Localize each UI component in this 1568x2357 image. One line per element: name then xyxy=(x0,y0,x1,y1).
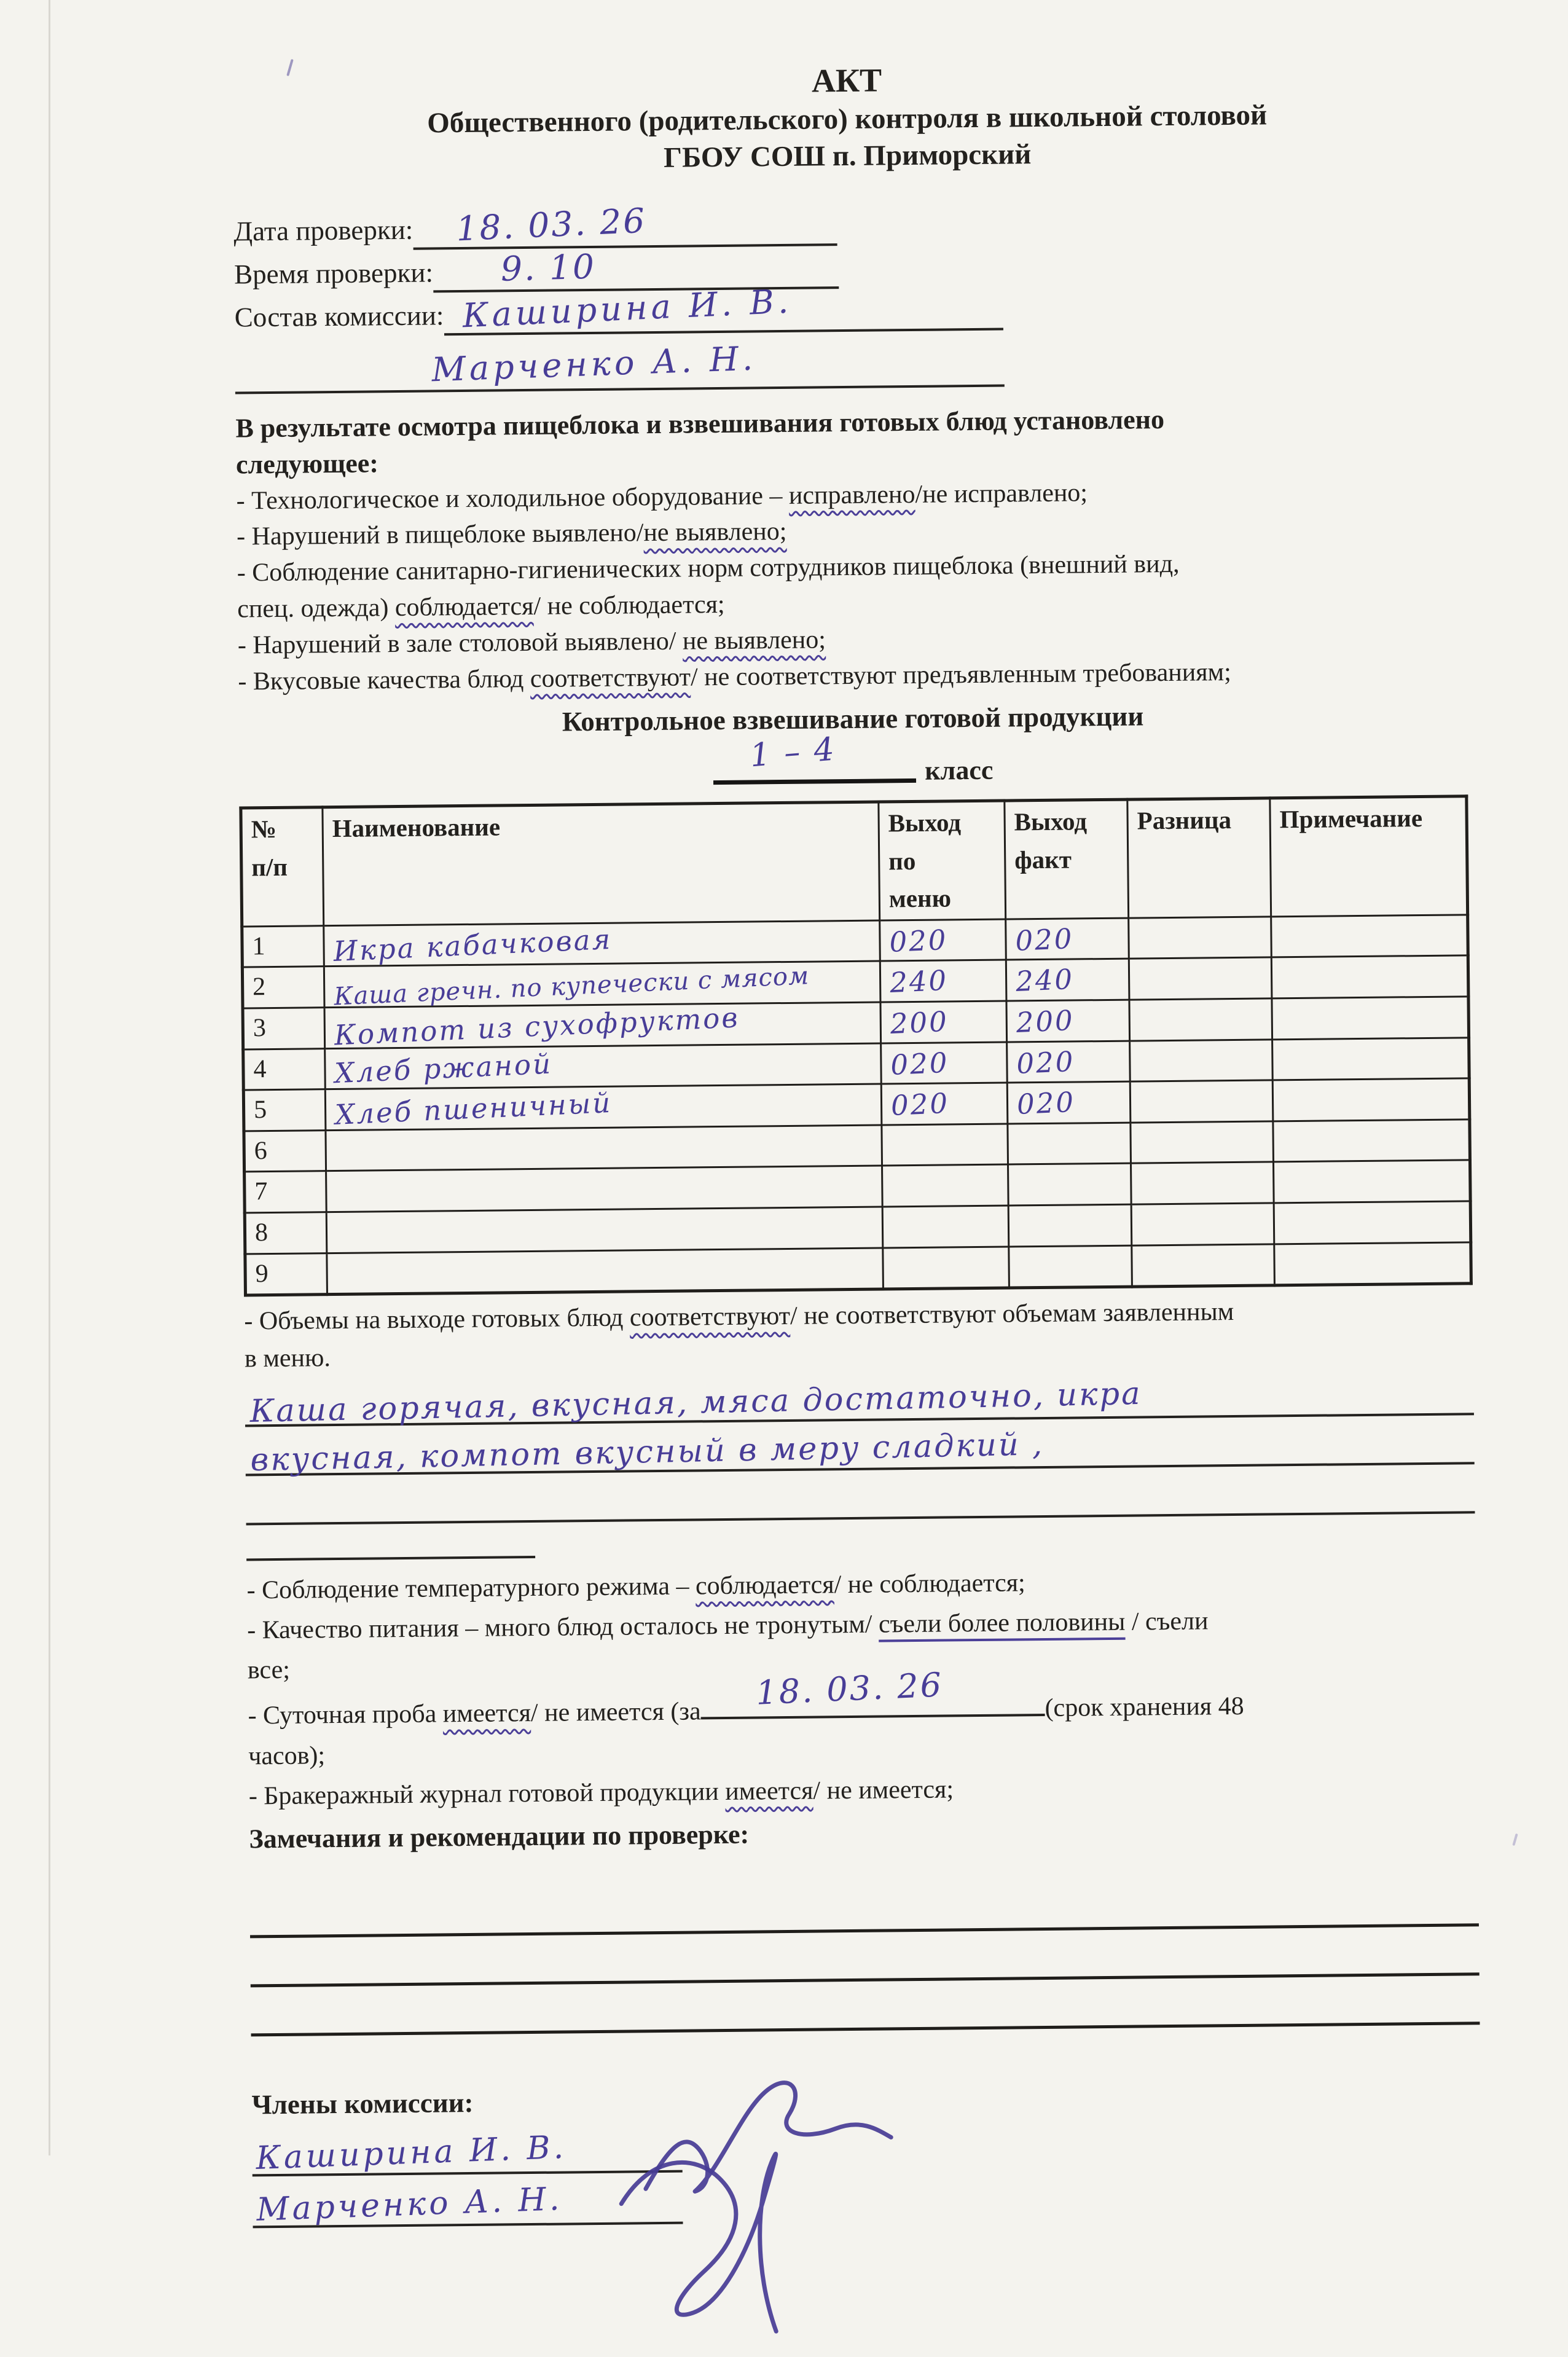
condition-probe-mid: / не имеется (за xyxy=(530,1697,701,1728)
scanner-edge-shadow xyxy=(49,0,50,2155)
condition-quality-selected: съели более половины xyxy=(878,1607,1126,1639)
row-menu-value xyxy=(883,1247,1009,1290)
row-dish-name: Каша гречн. по купечески с мясом xyxy=(324,961,880,1007)
findings-intro-line2: следующее: xyxy=(235,448,379,480)
row-menu-value xyxy=(882,1206,1009,1248)
row-fact-value xyxy=(1008,1123,1131,1165)
row-menu-value: 020 xyxy=(881,1042,1008,1084)
row-note-value xyxy=(1274,1201,1471,1244)
weighing-table-heading: Контрольное взвешивание готовой продукции xyxy=(562,700,1144,737)
probe-date-blank-line xyxy=(700,1665,1045,1719)
finding-equipment-text: - Технологическое и холодильное оборудование – xyxy=(236,481,790,516)
class-line xyxy=(238,731,1468,804)
commission-blank-line2 xyxy=(235,334,1005,394)
row-number: 2 xyxy=(242,967,324,1008)
commission-label: Состав комиссии: xyxy=(234,300,444,333)
time-field xyxy=(234,243,1464,294)
weighing-table-header-row xyxy=(241,796,1468,927)
finding-sanitary-rest: / не соблюдается; xyxy=(533,590,725,621)
blank-short-rule-line xyxy=(246,1523,536,1561)
row-menu-value: 020 xyxy=(881,1083,1008,1125)
row-note-value xyxy=(1272,1037,1470,1080)
date-field xyxy=(233,200,1463,251)
row-menu-value xyxy=(882,1124,1008,1166)
condition-temperature-text: - Соблюдение температурного режима – xyxy=(246,1572,696,1605)
weighing-table xyxy=(239,795,1473,1297)
row-number: 9 xyxy=(245,1253,327,1295)
col-difference: Разница xyxy=(1127,798,1271,918)
volumes-line2: в меню. xyxy=(244,1344,331,1373)
row-diff-value xyxy=(1129,917,1272,959)
condition-journal-selected: имеется xyxy=(725,1776,813,1806)
condition-probe-line2: часов); xyxy=(248,1741,326,1770)
finding-sanitary-text: спец. одежда) xyxy=(237,594,396,624)
row-note-value xyxy=(1271,955,1468,998)
time-label: Время проверки: xyxy=(233,257,434,290)
member2-signature xyxy=(596,2127,942,2351)
finding-hall-selected: не выявлено; xyxy=(682,626,826,656)
row-note-value xyxy=(1272,997,1469,1040)
volumes-text: - Объемы на выходе готовых блюд xyxy=(244,1303,630,1336)
findings-intro xyxy=(235,398,1465,483)
document-title: АКТ xyxy=(811,61,882,100)
remarks-heading: Замечания и рекомендации по проверке: xyxy=(249,1819,750,1854)
commission-member2-handwritten: Марченко А. Н. xyxy=(431,339,757,390)
row-fact-value: 200 xyxy=(1006,1000,1130,1042)
row-menu-value: 020 xyxy=(880,919,1006,962)
findings-intro-line1: В результате осмотра пищеблока и взвешивания готовых блюд установлено xyxy=(235,404,1165,444)
date-label: Дата проверки: xyxy=(233,214,414,247)
row-number: 8 xyxy=(245,1212,327,1254)
finding-equipment-selected: исправлено xyxy=(788,480,915,510)
commission-blank-line xyxy=(444,281,1003,335)
row-diff-value xyxy=(1129,998,1272,1041)
finding-taste-selected: соответствуют xyxy=(530,662,691,693)
row-menu-value xyxy=(882,1165,1009,1207)
document-subtitle-line2: ГБОУ СОШ п. Приморский xyxy=(663,138,1032,174)
row-diff-value xyxy=(1131,1203,1274,1245)
row-note-value xyxy=(1271,915,1468,958)
row-dish-name: Компот из сухофруктов xyxy=(324,1002,881,1048)
row-fact-value xyxy=(1008,1164,1132,1206)
finding-sanitary-line1: - Соблюдение санитарно-гигиенических норм сотрудников пищеблока (внешний вид, xyxy=(237,549,1180,587)
row-dish-name xyxy=(327,1248,884,1295)
col-number: № п/п xyxy=(241,807,324,927)
row-diff-value xyxy=(1131,1121,1274,1164)
row-number: 1 xyxy=(242,925,324,967)
member1-handwritten-name: Каширина И. В. xyxy=(255,2129,568,2178)
volumes-statement xyxy=(244,1292,1473,1378)
finding-hall-text: - Нарушений в зале столовой выявлено/ xyxy=(237,627,683,660)
probe-date-handwritten: 18. 03. 26 xyxy=(755,1665,944,1712)
commission-member1-handwritten: Каширина И. В. xyxy=(461,281,793,335)
condition-temperature-rest: / не соблюдается; xyxy=(834,1569,1025,1599)
commission-field xyxy=(234,281,1464,337)
member-signature-row xyxy=(253,2173,683,2229)
class-label: класс xyxy=(925,755,994,786)
row-diff-value xyxy=(1131,1162,1274,1204)
row-dish-name xyxy=(326,1125,882,1171)
row-diff-value xyxy=(1132,1244,1275,1287)
row-fact-value: 240 xyxy=(1006,959,1129,1001)
finding-taste-rest: / не соответствуют предъявленным требованиям; xyxy=(690,657,1231,691)
conditions-block xyxy=(246,1559,1478,1816)
comment-handwriting: вкусная, компот вкусный в меру сладкий , xyxy=(250,1426,1045,1478)
date-handwritten-value: 18. 03. 26 xyxy=(455,200,648,249)
row-note-value xyxy=(1273,1120,1470,1163)
row-fact-value: 020 xyxy=(1006,918,1129,960)
condition-quality-rest: / съели xyxy=(1125,1607,1209,1636)
class-blank-line xyxy=(713,731,917,785)
commission-members-block xyxy=(251,2074,1481,2228)
finding-taste-text: - Вкусовые качества блюд xyxy=(238,664,531,696)
row-fact-value: 020 xyxy=(1007,1081,1131,1124)
col-name: Наименование xyxy=(323,802,880,925)
col-fact-output: Выход факт xyxy=(1005,799,1129,919)
row-menu-value: 200 xyxy=(880,1001,1007,1043)
row-dish-name: Хлеб ржаной xyxy=(325,1043,882,1089)
condition-quality-text: - Качество питания – много блюд осталось не тронутым/ xyxy=(247,1610,879,1645)
condition-temperature-selected: соблюдается xyxy=(695,1571,834,1601)
document-subtitle-line1: Общественного (родительского) контроля в школьной столовой xyxy=(426,99,1268,139)
condition-quality-line2: все; xyxy=(247,1656,291,1685)
row-note-value xyxy=(1274,1242,1472,1286)
finding-kitchen-selected: не выявлено; xyxy=(643,517,787,547)
condition-journal-text: - Бракеражный журнал готовой продукции xyxy=(248,1777,726,1811)
row-diff-value xyxy=(1130,1080,1273,1123)
row-number: 4 xyxy=(243,1048,326,1090)
row-dish-name: Хлеб пшеничный xyxy=(325,1084,882,1130)
row-fact-value xyxy=(1008,1204,1132,1247)
row-diff-value xyxy=(1130,1039,1273,1081)
row-fact-value xyxy=(1009,1245,1132,1288)
col-menu-output: Выход по меню xyxy=(879,801,1006,920)
member2-handwritten-name: Марченко А. Н. xyxy=(256,2181,563,2229)
class-handwritten-value: 1 – 4 xyxy=(748,731,838,775)
finding-equipment-rest: /не исправлено; xyxy=(915,478,1088,509)
row-number: 6 xyxy=(244,1131,326,1172)
volumes-rest: / не соответствуют объемам заявленным xyxy=(790,1298,1234,1331)
members-label: Члены комиссии: xyxy=(251,2087,474,2120)
row-dish-name xyxy=(326,1207,883,1253)
comment-handwriting: Каша горячая, вкусная, мяса достаточно, икра xyxy=(249,1375,1143,1430)
condition-probe-selected: имеется xyxy=(442,1699,531,1728)
row-note-value xyxy=(1273,1160,1470,1203)
date-blank-line xyxy=(413,200,837,250)
row-fact-value: 020 xyxy=(1007,1041,1131,1083)
inspection-fields xyxy=(233,200,1464,394)
time-handwritten-value: 9. 10 xyxy=(500,246,597,289)
volumes-selected: соответствуют xyxy=(629,1302,791,1332)
row-number: 3 xyxy=(243,1008,325,1049)
condition-probe-text: - Суточная проба xyxy=(248,1700,443,1730)
condition-probe-rest: (срок хранения 48 xyxy=(1045,1692,1244,1723)
row-number: 7 xyxy=(245,1171,327,1213)
row-note-value xyxy=(1272,1078,1470,1121)
finding-kitchen-text: - Нарушений в пищеблоке выявлено/ xyxy=(236,519,644,551)
finding-sanitary-selected: соблюдается xyxy=(394,592,534,622)
col-note: Примечание xyxy=(1270,796,1468,917)
row-menu-value: 240 xyxy=(880,960,1006,1002)
row-diff-value xyxy=(1129,957,1272,1000)
row-number: 5 xyxy=(243,1089,326,1131)
row-dish-name: Икра кабачковая xyxy=(324,920,880,967)
row-dish-name xyxy=(326,1166,883,1212)
condition-journal-rest: / не имеется; xyxy=(813,1775,954,1805)
